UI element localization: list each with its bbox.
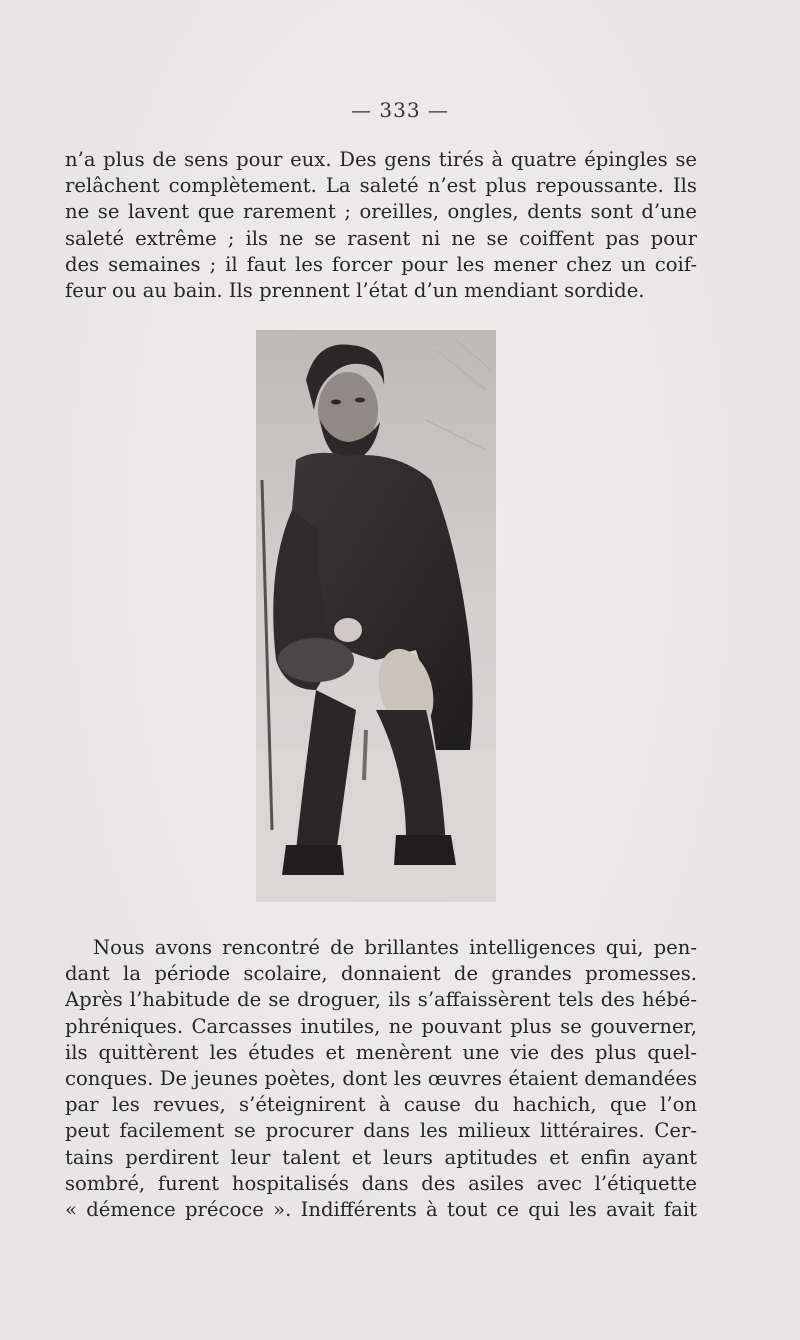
text-line: conques. De jeunes poètes, dont les œuvres étaient demandées: [65, 1067, 697, 1091]
text-line: dant la période scolaire, donnaient de grandes promesses.: [65, 962, 697, 986]
portrait-photograph-icon: [256, 330, 496, 902]
text-line: ne se lavent que rarement ; oreilles, ongles, dents sont d’une: [65, 200, 697, 224]
text-line: par les revues, s’éteignirent à cause du hachich, que l’on: [65, 1093, 697, 1117]
text-line: des semaines ; il faut les forcer pour les mener chez un coif-: [65, 252, 697, 276]
text-line: Nous avons rencontré de brillantes intelligences qui, pen-: [93, 936, 697, 959]
text-line: feur ou au bain. Ils prennent l’état d’un mendiant sordide.: [65, 279, 645, 303]
portrait-photo: [256, 330, 496, 902]
text-line: relâchent complètement. La saleté n’est plus repoussante. Ils: [65, 174, 697, 198]
text-line: ils quittèrent les études et menèrent une vie des plus quel-: [65, 1040, 697, 1064]
paragraph-bottom: [65, 935, 697, 1223]
text-line: peut facilement se procurer dans les milieux littéraires. Cer-: [65, 1119, 697, 1143]
paragraph-top: [65, 147, 697, 304]
page-number: — 333 —: [351, 98, 449, 122]
text-line: Après l’habitude de se droguer, ils s’affaissèrent tels des hébé-: [65, 988, 697, 1012]
text-line: n’a plus de sens pour eux. Des gens tirés à quatre épingles se: [65, 148, 697, 171]
text-line: tains perdirent leur talent et leurs aptitudes et enfin ayant: [65, 1145, 697, 1169]
text-line: saleté extrême ; ils ne se rasent ni ne se coiffent pas pour: [65, 226, 697, 250]
text-line: sombré, furent hospitalisés dans des asiles avec l’étiquette: [65, 1171, 697, 1195]
text-line: phréniques. Carcasses inutiles, ne pouvant plus se gouverner,: [65, 1014, 697, 1038]
text-line: « démence précoce ». Indifférents à tout ce qui les avait fait: [65, 1198, 697, 1222]
